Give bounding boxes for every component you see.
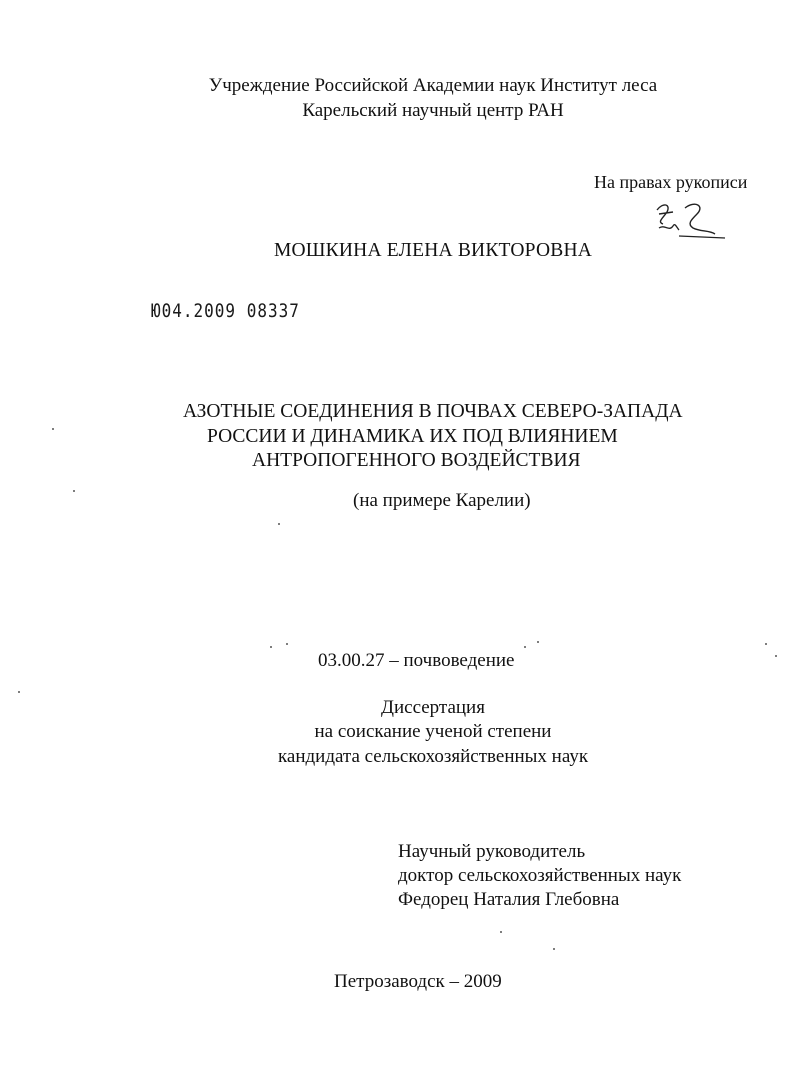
scan-speck bbox=[537, 641, 539, 643]
city-year: Петрозаводск – 2009 bbox=[334, 971, 502, 992]
library-stamp-code: Ю04.2009 08337 bbox=[151, 299, 300, 322]
author-name: МОШКИНА ЕЛЕНА ВИКТОРОВНА bbox=[273, 240, 593, 261]
institution-line-1: Учреждение Российской Академии наук Институт леса bbox=[208, 75, 658, 96]
dissertation-line-3: кандидата сельскохозяйственных наук bbox=[277, 746, 589, 767]
scan-speck bbox=[52, 428, 54, 430]
title-subtitle: (на примере Карелии) bbox=[353, 490, 531, 511]
scan-speck bbox=[73, 490, 75, 492]
dissertation-line-2: на соискание ученой степени bbox=[314, 721, 552, 742]
scan-speck bbox=[524, 646, 526, 648]
specialty-code: 03.00.27 – почвоведение bbox=[318, 650, 515, 671]
title-line-2: РОССИИ И ДИНАМИКА ИХ ПОД ВЛИЯНИЕМ bbox=[207, 426, 618, 447]
rights-note: На правах рукописи bbox=[594, 172, 748, 192]
title-line-1: АЗОТНЫЕ СОЕДИНЕНИЯ В ПОЧВАХ СЕВЕРО-ЗАПАДА bbox=[183, 401, 683, 422]
dissertation-line-1: Диссертация bbox=[381, 697, 485, 718]
scan-speck bbox=[286, 643, 288, 645]
scan-speck bbox=[500, 931, 502, 933]
institution-line-2: Карельский научный центр РАН bbox=[302, 100, 564, 121]
scan-speck bbox=[278, 523, 280, 525]
supervisor-line-3: Федорец Наталия Глебовна bbox=[398, 889, 620, 910]
supervisor-line-1: Научный руководитель bbox=[398, 841, 586, 862]
scan-speck bbox=[18, 691, 20, 693]
scan-speck bbox=[775, 655, 777, 657]
supervisor-line-2: доктор сельскохозяйственных наук bbox=[398, 865, 682, 886]
title-line-3: АНТРОПОГЕННОГО ВОЗДЕЙСТВИЯ bbox=[252, 450, 581, 471]
scan-speck bbox=[553, 948, 555, 950]
scan-speck bbox=[765, 643, 767, 645]
scan-speck bbox=[270, 646, 272, 648]
